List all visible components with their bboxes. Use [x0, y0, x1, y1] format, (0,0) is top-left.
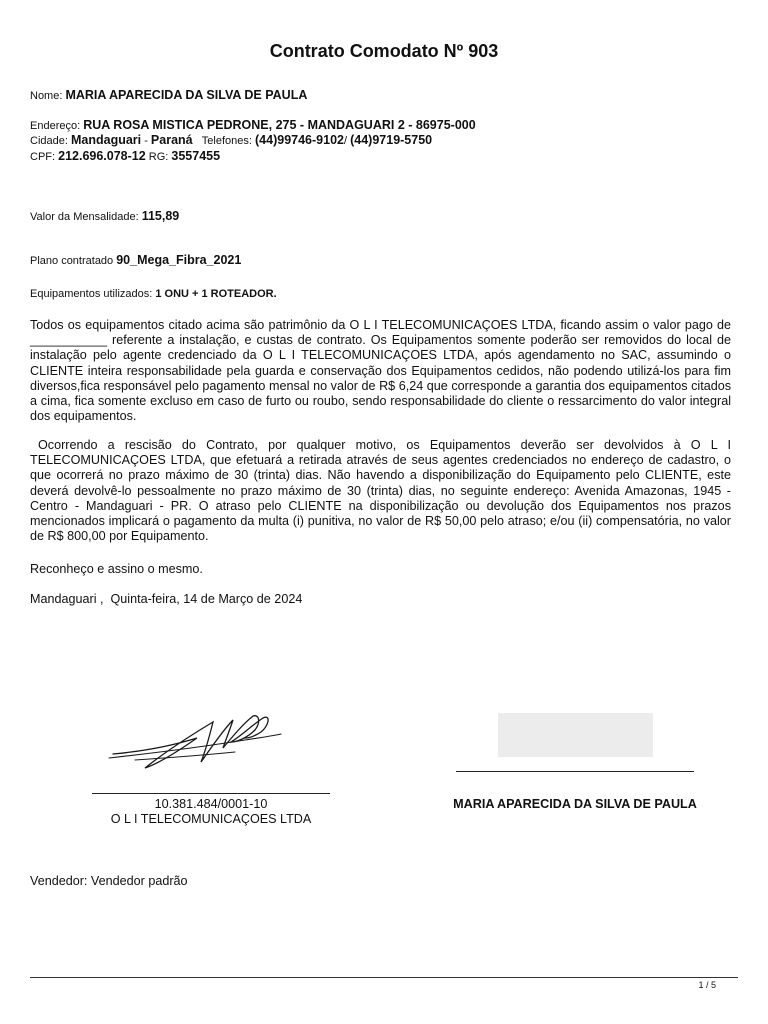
paragraph-2-text: Ocorrendo a rescisão do Contrato, por qualquer motivo, os Equipamentos deverão ser devolvidos à O L I TELECOMUNICAÇOES LTDA, que efetuará a retirada através de seus agentes credenciados no endereço de cadastro, o que ocorrerá no prazo máximo de 30 (trinta) dias. Não havendo a disponibilização do Equipamento pelo CLIENTE, este deverá devolvê-lo pessoalmente no prazo máximo de 30 (trinta) dias, no seguinte endereço: Avenida Amazonas, 1945 - Centro - Mandaguari - PR. O atraso pelo CLIENTE na disponibilização ou devolução dos Equipamentos nos prazos mencionados implicará o pagamento da multa (i) punitiva, no valor de R$ 50,00 pelo atraso; e/ou (ii) compensatória, no valor de R$ 800,00 por Equipamento.: [30, 438, 731, 544]
plano-value: 90_Mega_Fibra_2021: [116, 253, 242, 267]
client-name: MARIA APARECIDA DA SILVA DE PAULA: [453, 797, 697, 811]
cidade-line: [30, 133, 432, 147]
rg-label: RG:: [148, 151, 169, 163]
plano-line: [30, 253, 241, 267]
endereco-label: Endereço:: [30, 120, 81, 132]
mensalidade-label: Valor da Mensalidade:: [30, 211, 139, 223]
mensalidade-value: 115,89: [141, 209, 180, 223]
equipamentos-value: 1 ONU + 1 ROTEADOR.: [155, 288, 277, 300]
telefones-label: Telefones:: [201, 135, 252, 147]
company-signature-image: [105, 708, 285, 783]
endereco-value: RUA ROSA MISTICA PEDRONE: [83, 118, 269, 132]
cpf-label: CPF:: [30, 151, 56, 163]
footer-divider: [30, 977, 738, 978]
telefone-1: (44)99746-9102: [255, 133, 344, 147]
company-cnpj: 10.381.484/0001-10: [154, 797, 268, 811]
cidade-sep: -: [141, 135, 151, 147]
endereco-line: [30, 118, 476, 132]
paragraph-patrimonio: [30, 318, 731, 424]
page-number: 1 / 5: [698, 980, 716, 990]
cidade-label: Cidade:: [30, 135, 68, 147]
company-name: O L I TELECOMUNICAÇOES LTDA: [110, 812, 312, 826]
paragraph-rescisao: [30, 438, 731, 544]
cpf-line: [30, 149, 220, 163]
plano-label: Plano contratado: [30, 255, 114, 267]
cidade-value: Mandaguari: [70, 133, 142, 147]
local-data-text: Mandaguari , Quinta-feira, 14 de Março de 2024: [30, 592, 303, 606]
nome-value: MARIA APARECIDA DA SILVA DE PAULA: [65, 88, 308, 102]
nome-line: [30, 88, 307, 102]
contract-title: Contrato Comodato Nº 903: [269, 41, 499, 61]
endereco-numero: , 275 - MANDAGUARI 2 - 86975-000: [268, 118, 476, 132]
cpf-value: 212.696.078-12: [58, 149, 146, 163]
vendedor-text: Vendedor: Vendedor padrão: [30, 874, 188, 888]
client-signature-line: [456, 771, 694, 772]
telefone-sep: /: [343, 135, 348, 147]
paragraph-1-text: Todos os equipamentos citado acima são patrimônio da O L I TELECOMUNICAÇOES LTDA, ficando assim o valor pago de ___________ referente a instalação, e custas de contrato. Os Equipamentos somente poderão ser removidos do local de instalação pelo agente credenciado da O L I TELECOMUNICAÇOES LTDA, após agendamento no SAC, assumindo o CLIENTE inteira responsabilidade pela guarda e conservação dos Equipamentos cedidos, não podendo utilizá-los para fim diversos,fica responsável pelo pagamento mensal no valor de R$ 6,24 que corresponde a garantia dos equipamentos citados a cima, fica somente excluso em caso de furto ou roubo, sendo responsabilidade do cliente o ressarcimento do valor integral dos equipamentos.: [30, 318, 731, 424]
rg-value: 3557455: [171, 149, 221, 163]
company-signature-line: [92, 793, 330, 794]
nome-label: Nome:: [30, 90, 63, 102]
equipamentos-line: [30, 288, 277, 300]
reconheco-text: Reconheço e assino o mesmo.: [30, 562, 203, 576]
estado-value: Paraná: [150, 133, 193, 147]
client-signature-redacted: [498, 713, 653, 757]
telefone-2: (44)9719-5750: [350, 133, 433, 147]
mensalidade-line: [30, 209, 179, 223]
equipamentos-label: Equipamentos utilizados:: [30, 288, 153, 300]
